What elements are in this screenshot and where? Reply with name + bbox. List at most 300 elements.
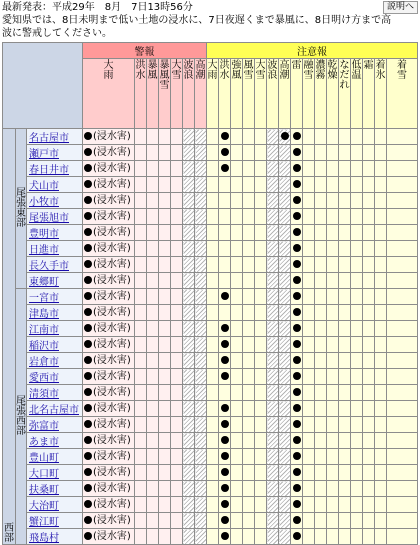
chuiho-cell [363, 257, 375, 273]
chuiho-cell [351, 401, 363, 417]
keiho-cell [171, 209, 183, 225]
subregion-char: 尾 [16, 187, 26, 199]
table-row [3, 433, 418, 449]
municipality-cell [27, 449, 83, 465]
inundation-label: (浸水害) [93, 403, 131, 414]
municipality-link[interactable]: 名古屋市 [29, 133, 69, 144]
keiho-cell [183, 513, 195, 529]
heavy-rain-warning-cell [83, 177, 135, 193]
heavy-rain-warning-cell [83, 209, 135, 225]
warning-dot-icon [84, 436, 92, 444]
chuiho-cell [351, 129, 363, 145]
keiho-cell [135, 369, 147, 385]
table-row [3, 385, 418, 401]
chuiho-column-header [231, 59, 243, 129]
chuiho-cell [327, 209, 339, 225]
chuiho-cell [351, 177, 363, 193]
municipality-link[interactable]: 稲沢市 [29, 341, 59, 352]
keiho-cell [159, 401, 171, 417]
chuiho-cell [339, 209, 351, 225]
keiho-cell [171, 289, 183, 305]
inundation-label: (浸水害) [93, 211, 131, 222]
header-char: 雪 [303, 70, 314, 81]
table-row [3, 177, 418, 193]
chuiho-cell [327, 385, 339, 401]
inundation-label: (浸水害) [93, 483, 131, 494]
header-char: 波 [183, 60, 194, 71]
header-char: 融 [303, 60, 314, 71]
municipality-cell [27, 209, 83, 225]
chuiho-cell [279, 161, 291, 177]
subregion-cell [16, 129, 27, 289]
keiho-cell [195, 129, 207, 145]
chuiho-cell [327, 449, 339, 465]
advisory-dot-icon [221, 468, 229, 476]
inundation-label: (浸水害) [93, 307, 131, 318]
municipality-cell [27, 401, 83, 417]
chuiho-cell [231, 481, 243, 497]
chuiho-cell [315, 497, 327, 513]
keiho-cell [183, 385, 195, 401]
chuiho-cell [351, 529, 363, 545]
chuiho-cell [279, 401, 291, 417]
warning-dot-icon [84, 404, 92, 412]
chuiho-cell [267, 273, 279, 289]
chuiho-cell [315, 337, 327, 353]
municipality-cell [27, 161, 83, 177]
chuiho-cell [255, 257, 267, 273]
chuiho-cell [303, 449, 315, 465]
advisory-dot-icon [293, 340, 301, 348]
keiho-cell [183, 497, 195, 513]
chuiho-cell [291, 177, 303, 193]
keiho-cell [147, 369, 159, 385]
keiho-cell [183, 401, 195, 417]
chuiho-cell [351, 193, 363, 209]
chuiho-cell [351, 369, 363, 385]
keiho-cell [195, 337, 207, 353]
heavy-rain-warning-cell [83, 145, 135, 161]
chuiho-cell [231, 465, 243, 481]
chuiho-cell [327, 177, 339, 193]
header-char: だ [339, 70, 350, 81]
table-row [3, 193, 418, 209]
chuiho-cell [243, 193, 255, 209]
chuiho-cell [219, 465, 231, 481]
header-char: 強 [231, 60, 242, 71]
keiho-cell [159, 193, 171, 209]
municipality-cell [27, 257, 83, 273]
warning-message-line-2: 波に警戒してください。 [2, 28, 112, 39]
warning-dot-icon [84, 292, 92, 300]
keiho-column-header [83, 59, 135, 129]
heavy-rain-warning-cell [83, 193, 135, 209]
heavy-rain-warning-cell [83, 321, 135, 337]
chuiho-cell [219, 129, 231, 145]
chuiho-cell [255, 177, 267, 193]
chuiho-cell [207, 449, 219, 465]
keiho-cell [135, 529, 147, 545]
keiho-cell [147, 305, 159, 321]
header-char: 洪 [135, 60, 146, 71]
municipality-link[interactable]: 瀬戸市 [29, 149, 59, 160]
chuiho-cell [375, 129, 387, 145]
advisory-dot-icon [293, 420, 301, 428]
advisory-dot-icon [293, 276, 301, 284]
chuiho-cell [315, 369, 327, 385]
chuiho-cell [231, 449, 243, 465]
municipality-link[interactable]: 津島市 [29, 309, 59, 320]
heavy-rain-warning-cell [83, 225, 135, 241]
chuiho-cell [327, 289, 339, 305]
keiho-cell [183, 209, 195, 225]
keiho-cell [135, 481, 147, 497]
header-char: 潮 [195, 70, 206, 81]
municipality-link[interactable]: 尾張旭市 [29, 213, 69, 224]
chuiho-cell [207, 177, 219, 193]
keiho-cell [135, 433, 147, 449]
advisory-dot-icon [293, 244, 301, 252]
keiho-cell [171, 257, 183, 273]
chuiho-cell [219, 353, 231, 369]
chuiho-cell [351, 289, 363, 305]
advisory-dot-icon [221, 372, 229, 380]
keiho-cell [183, 273, 195, 289]
keiho-cell [183, 433, 195, 449]
keiho-cell [195, 369, 207, 385]
chuiho-cell [267, 257, 279, 273]
chuiho-column-header [279, 59, 291, 129]
keiho-cell [147, 465, 159, 481]
chuiho-cell [219, 193, 231, 209]
keiho-cell [171, 481, 183, 497]
latest-announcement-time: 最新発表：平成29年 8月 7日13時56分 [2, 2, 193, 13]
keiho-cell [195, 433, 207, 449]
municipality-link[interactable]: 一宮市 [29, 293, 59, 304]
chuiho-column-header [315, 59, 327, 129]
explanation-button[interactable] [383, 1, 418, 14]
chuiho-cell [339, 193, 351, 209]
chuiho-cell [279, 513, 291, 529]
advisory-dot-icon [293, 180, 301, 188]
chuiho-cell [279, 289, 291, 305]
keiho-column-header [147, 59, 159, 129]
keiho-column-header [195, 59, 207, 129]
chuiho-cell [303, 209, 315, 225]
chuiho-cell [327, 401, 339, 417]
keiho-cell [147, 257, 159, 273]
outer-region-cell [3, 129, 16, 545]
inundation-label: (浸水害) [93, 435, 131, 446]
municipality-link[interactable]: 岩倉市 [29, 357, 59, 368]
keiho-cell [159, 209, 171, 225]
inundation-label: (浸水害) [93, 531, 131, 542]
inundation-label: (浸水害) [93, 195, 131, 206]
advisory-dot-icon [221, 164, 229, 172]
chuiho-cell [279, 481, 291, 497]
municipality-cell [27, 513, 83, 529]
advisory-dot-icon [221, 436, 229, 444]
chuiho-cell [363, 225, 375, 241]
warning-dot-icon [84, 356, 92, 364]
keiho-cell [171, 321, 183, 337]
chuiho-cell [339, 369, 351, 385]
heavy-rain-warning-cell [83, 273, 135, 289]
advisory-dot-icon [293, 292, 301, 300]
keiho-cell [195, 529, 207, 545]
chuiho-cell [387, 161, 418, 177]
chuiho-cell [363, 337, 375, 353]
chuiho-cell [279, 369, 291, 385]
keiho-cell [195, 401, 207, 417]
chuiho-cell [243, 513, 255, 529]
chuiho-cell [363, 465, 375, 481]
chuiho-cell [243, 225, 255, 241]
advisory-dot-icon [293, 516, 301, 524]
chuiho-cell [351, 465, 363, 481]
keiho-cell [159, 337, 171, 353]
chuiho-cell [303, 321, 315, 337]
chuiho-cell [339, 305, 351, 321]
municipality-link[interactable]: 東郷町 [29, 277, 59, 288]
municipality-link[interactable]: 愛西市 [29, 373, 59, 384]
heavy-rain-warning-cell [83, 385, 135, 401]
chuiho-cell [207, 401, 219, 417]
municipality-link[interactable]: 弥富市 [29, 421, 59, 432]
chuiho-cell [267, 433, 279, 449]
heavy-rain-warning-cell [83, 497, 135, 513]
subregion-char: 部 [16, 217, 26, 229]
chuiho-cell [363, 529, 375, 545]
chuiho-cell [267, 465, 279, 481]
keiho-cell [135, 385, 147, 401]
chuiho-cell [351, 481, 363, 497]
chuiho-cell [339, 177, 351, 193]
inundation-label: (浸水害) [93, 451, 131, 462]
advisory-dot-icon [293, 308, 301, 316]
chuiho-cell [279, 529, 291, 545]
header-char: 大 [207, 60, 218, 71]
header-char: 波 [267, 60, 278, 71]
chuiho-cell [279, 433, 291, 449]
chuiho-cell [231, 353, 243, 369]
keiho-cell [195, 257, 207, 273]
chuiho-cell [255, 449, 267, 465]
advisory-dot-icon [221, 452, 229, 460]
keiho-cell [171, 529, 183, 545]
keiho-cell [183, 241, 195, 257]
chuiho-group-header: 注意報 [207, 43, 418, 59]
keiho-cell [171, 369, 183, 385]
chuiho-cell [315, 321, 327, 337]
chuiho-cell [207, 433, 219, 449]
header-char: 濃 [315, 60, 326, 71]
municipality-link[interactable]: 小牧市 [29, 197, 59, 208]
chuiho-cell [327, 241, 339, 257]
chuiho-cell [219, 177, 231, 193]
municipality-link[interactable]: あま市 [29, 437, 59, 448]
municipality-link[interactable]: 春日井市 [29, 165, 69, 176]
header-char: 雪 [397, 70, 407, 81]
chuiho-cell [291, 481, 303, 497]
municipality-cell [27, 193, 83, 209]
advisory-dot-icon [293, 452, 301, 460]
chuiho-cell [363, 401, 375, 417]
warning-dot-icon [84, 372, 92, 380]
municipality-link[interactable]: 豊明市 [29, 229, 59, 240]
chuiho-cell [351, 385, 363, 401]
chuiho-cell [267, 289, 279, 305]
chuiho-cell [219, 369, 231, 385]
advisory-dot-icon [293, 164, 301, 172]
chuiho-cell [219, 481, 231, 497]
municipality-cell [27, 385, 83, 401]
municipality-link[interactable]: 豊山町 [29, 453, 59, 464]
chuiho-cell [375, 337, 387, 353]
header-char: 雪 [159, 80, 170, 91]
chuiho-cell [327, 353, 339, 369]
chuiho-cell [255, 369, 267, 385]
header-char: 大 [171, 60, 182, 71]
chuiho-cell [255, 385, 267, 401]
keiho-cell [183, 449, 195, 465]
chuiho-cell [375, 353, 387, 369]
chuiho-cell [327, 161, 339, 177]
header-char: 雷 [291, 60, 302, 71]
municipality-cell [27, 289, 83, 305]
heavy-rain-warning-cell [83, 241, 135, 257]
keiho-cell [159, 497, 171, 513]
chuiho-cell [339, 145, 351, 161]
chuiho-cell [219, 401, 231, 417]
chuiho-cell [267, 369, 279, 385]
municipality-link[interactable]: 大治町 [29, 501, 59, 512]
table-row [3, 369, 418, 385]
warning-dot-icon [84, 516, 92, 524]
chuiho-cell [231, 161, 243, 177]
municipality-link[interactable]: 蟹江町 [29, 517, 59, 528]
keiho-cell [171, 513, 183, 529]
chuiho-cell [375, 193, 387, 209]
municipality-link[interactable]: 飛島村 [29, 533, 59, 544]
heavy-rain-warning-cell [83, 305, 135, 321]
chuiho-cell [255, 401, 267, 417]
chuiho-cell [387, 369, 418, 385]
advisory-dot-icon [221, 148, 229, 156]
chuiho-cell [291, 321, 303, 337]
chuiho-cell [231, 241, 243, 257]
chuiho-cell [291, 513, 303, 529]
table-row [3, 481, 418, 497]
chuiho-cell [219, 289, 231, 305]
heavy-rain-warning-cell [83, 129, 135, 145]
chuiho-cell [387, 305, 418, 321]
header-char: 着 [397, 60, 407, 71]
chuiho-cell [219, 513, 231, 529]
municipality-link[interactable]: 日進市 [29, 245, 59, 256]
heavy-rain-warning-cell [83, 481, 135, 497]
chuiho-cell [267, 449, 279, 465]
chuiho-column-header [255, 59, 267, 129]
municipality-cell [27, 145, 83, 161]
chuiho-cell [243, 433, 255, 449]
keiho-cell [147, 529, 159, 545]
header-char: 着 [375, 60, 386, 71]
warning-message-line-1: 愛知県では、8日未明まで低い土地の浸水に、7日夜遅くまで暴風に、8日明け方まで高 [2, 15, 392, 26]
warning-dot-icon [84, 484, 92, 492]
municipality-link[interactable]: 清須市 [29, 389, 59, 400]
municipality-link[interactable]: 犬山市 [29, 181, 59, 192]
keiho-cell [195, 513, 207, 529]
chuiho-column-header [339, 59, 351, 129]
header-char: 暴 [147, 60, 158, 71]
keiho-cell [171, 401, 183, 417]
municipality-link[interactable]: 扶桑町 [29, 485, 59, 496]
keiho-cell [171, 273, 183, 289]
chuiho-cell [363, 481, 375, 497]
keiho-cell [195, 161, 207, 177]
chuiho-cell [255, 513, 267, 529]
header-char: 大 [103, 60, 114, 71]
chuiho-cell [231, 257, 243, 273]
municipality-link[interactable]: 長久手市 [29, 261, 69, 272]
chuiho-cell [375, 513, 387, 529]
keiho-cell [147, 401, 159, 417]
chuiho-cell [375, 385, 387, 401]
chuiho-cell [279, 193, 291, 209]
chuiho-cell [207, 321, 219, 337]
chuiho-cell [375, 401, 387, 417]
inundation-label: (浸水害) [93, 467, 131, 478]
keiho-cell [135, 449, 147, 465]
warning-dot-icon [84, 260, 92, 268]
chuiho-cell [363, 145, 375, 161]
keiho-cell [183, 321, 195, 337]
advisory-dot-icon [293, 132, 301, 140]
header-char: 水 [135, 70, 146, 81]
keiho-cell [183, 193, 195, 209]
chuiho-cell [339, 433, 351, 449]
chuiho-column-header [387, 59, 418, 129]
heavy-rain-warning-cell [83, 353, 135, 369]
inundation-label: (浸水害) [93, 163, 131, 174]
municipality-cell [27, 241, 83, 257]
chuiho-cell [303, 305, 315, 321]
chuiho-cell [207, 497, 219, 513]
inundation-label: (浸水害) [93, 243, 131, 254]
header-char: 風 [147, 70, 158, 81]
chuiho-cell [363, 209, 375, 225]
subregion-char: 張 [16, 197, 26, 209]
municipality-cell [27, 433, 83, 449]
keiho-cell [195, 481, 207, 497]
chuiho-cell [375, 241, 387, 257]
chuiho-cell [231, 497, 243, 513]
header-char: 潮 [279, 70, 290, 81]
chuiho-cell [207, 513, 219, 529]
chuiho-cell [207, 369, 219, 385]
chuiho-cell [339, 129, 351, 145]
chuiho-cell [255, 481, 267, 497]
municipality-link[interactable]: 江南市 [29, 325, 59, 336]
chuiho-cell [207, 273, 219, 289]
chuiho-cell [219, 225, 231, 241]
table-row [3, 353, 418, 369]
keiho-cell [183, 465, 195, 481]
municipality-link[interactable]: 北名古屋市 [29, 405, 79, 416]
municipality-link[interactable]: 大口町 [29, 469, 59, 480]
chuiho-cell [327, 337, 339, 353]
